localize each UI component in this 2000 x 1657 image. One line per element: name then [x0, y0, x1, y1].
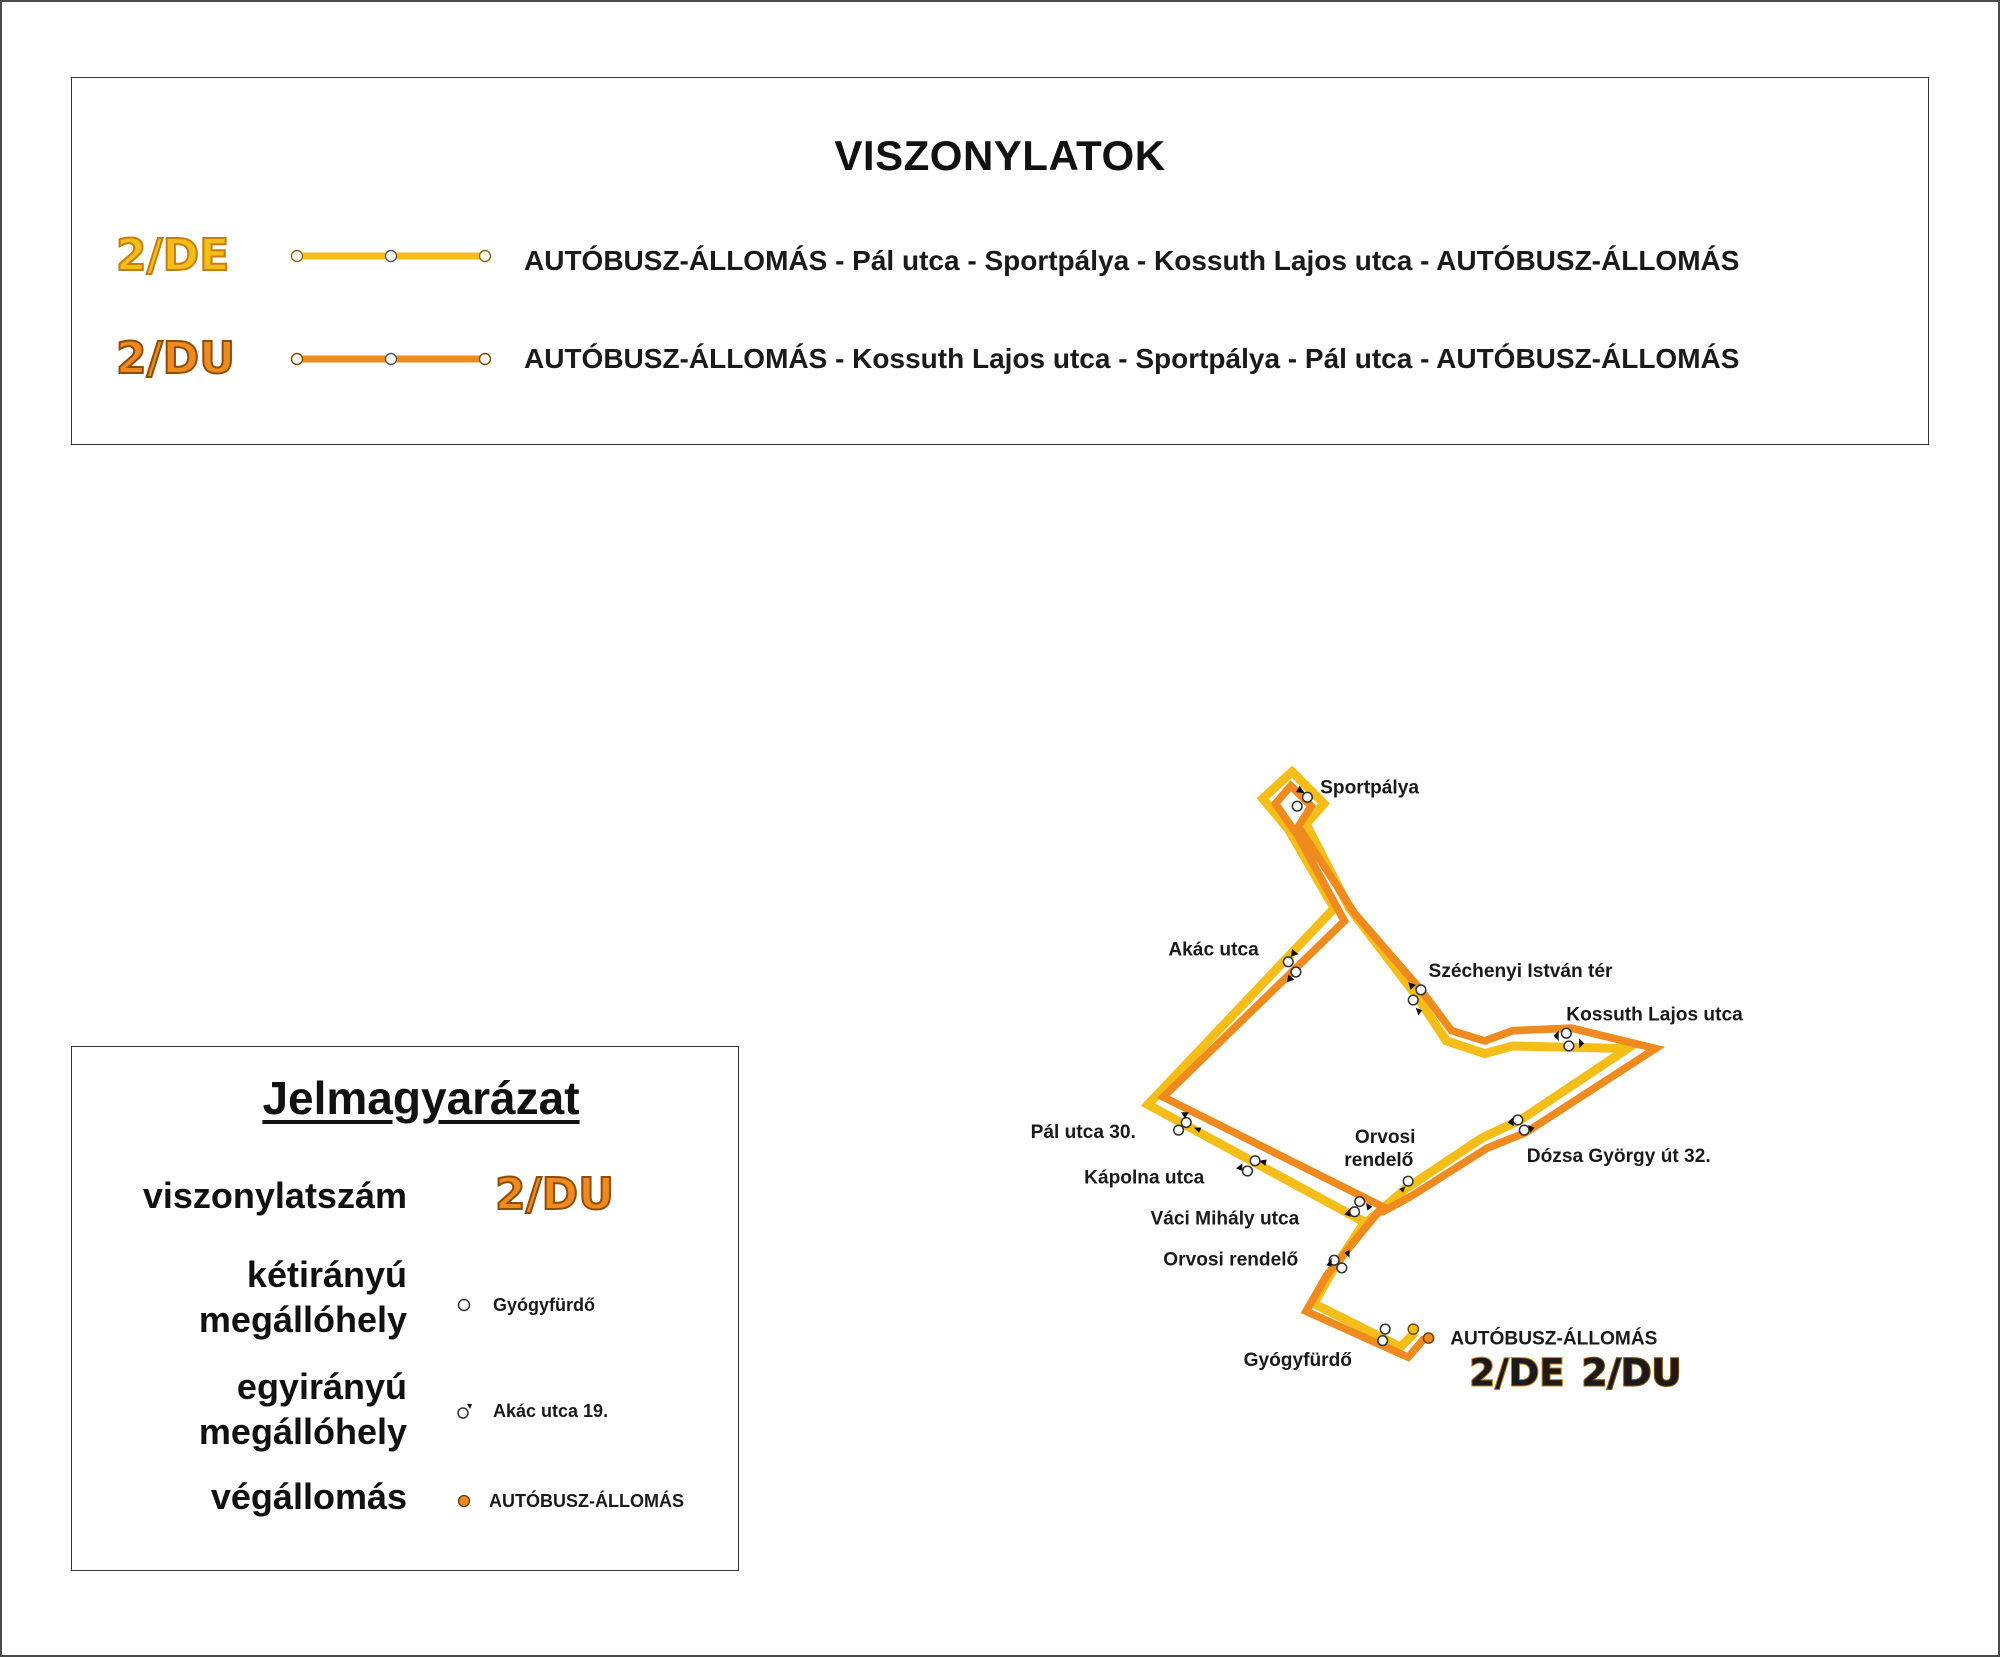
- terminus-route-code-2de: 2/DE: [1469, 1351, 1565, 1395]
- route-code-2du: 2/DU: [116, 333, 235, 384]
- route-line-end-dot: [480, 354, 491, 365]
- stop-label-orvosi-east-line1: Orvosi: [1354, 1126, 1416, 1148]
- one-way-stop-icon: [452, 1399, 476, 1423]
- stop-label-pal-utca: Pál utca 30.: [1030, 1121, 1136, 1143]
- route-line-mid-dot: [386, 354, 397, 365]
- route-line-2de-icon: [289, 244, 493, 268]
- stop-label-terminus: AUTÓBUSZ-ÁLLOMÁS: [1450, 1328, 1658, 1350]
- legend-label-route-number: viszonylatszám: [142, 1175, 407, 1216]
- legend-panel: [71, 1046, 739, 1571]
- legend-route-code-sample: 2/DU: [495, 1169, 614, 1220]
- stop-label-dozsa: Dózsa György út 32.: [1526, 1146, 1711, 1168]
- two-way-stop-icon: [452, 1293, 476, 1317]
- stop-label-vaci: Váci Mihály utca: [1150, 1208, 1300, 1230]
- stop-label-szechenyi: Széchenyi István tér: [1428, 961, 1613, 983]
- legend-title: Jelmagyarázat: [262, 1072, 580, 1124]
- stop-label-sportpalya: Sportpálya: [1320, 777, 1419, 799]
- routes-panel: [71, 77, 1929, 445]
- legend-label-one-way-stop: [92, 1364, 407, 1454]
- route-line-end-dot: [480, 251, 491, 262]
- legend-label-terminus: végállomás: [210, 1476, 407, 1517]
- stop-label-gyogyfurdo: Gyógyfürdő: [1243, 1350, 1352, 1372]
- stop-label-kossuth: Kossuth Lajos utca: [1566, 1004, 1743, 1026]
- legend-sample-two-way-stop: Gyógyfürdő: [493, 1295, 595, 1315]
- route-line-start-dot: [292, 251, 303, 262]
- legend-label-two-way-stop: [92, 1252, 407, 1342]
- stop-label-orvosi-south: Orvosi rendelő: [1163, 1249, 1299, 1271]
- legend-label-line: egyirányú: [236, 1366, 407, 1407]
- terminus-route-code-2du: 2/DU: [1581, 1351, 1682, 1395]
- route-line-2du-icon: [289, 347, 493, 371]
- legend-label-line: kétirányú: [246, 1254, 407, 1295]
- route-description-2de: AUTÓBUSZ-ÁLLOMÁS - Pál utca - Sportpálya - Kossuth Lajos utca - AUTÓBUSZ-ÁLLOMÁS: [524, 245, 1740, 276]
- legend-sample-terminus: AUTÓBUSZ-ÁLLOMÁS: [489, 1491, 684, 1511]
- route-line-start-dot: [292, 354, 303, 365]
- route-line-mid-dot: [386, 251, 397, 262]
- route-description-2du: AUTÓBUSZ-ÁLLOMÁS - Kossuth Lajos utca - Sportpálya - Pál utca - AUTÓBUSZ-ÁLLOMÁS: [524, 343, 1740, 374]
- legend-label-line: megállóhely: [198, 1411, 407, 1452]
- routes-title: VISZONYLATOK: [834, 132, 1166, 179]
- legend-label-line: megállóhely: [198, 1299, 407, 1340]
- stop-label-kapolna: Kápolna utca: [1084, 1167, 1205, 1189]
- terminus-icon: [452, 1489, 476, 1513]
- stop-label-orvosi-east-line2: rendelő: [1344, 1149, 1414, 1171]
- stop-label-akac-utca: Akác utca: [1168, 939, 1259, 961]
- route-code-2de: 2/DE: [116, 230, 230, 281]
- legend-sample-one-way-stop: Akác utca 19.: [493, 1401, 609, 1421]
